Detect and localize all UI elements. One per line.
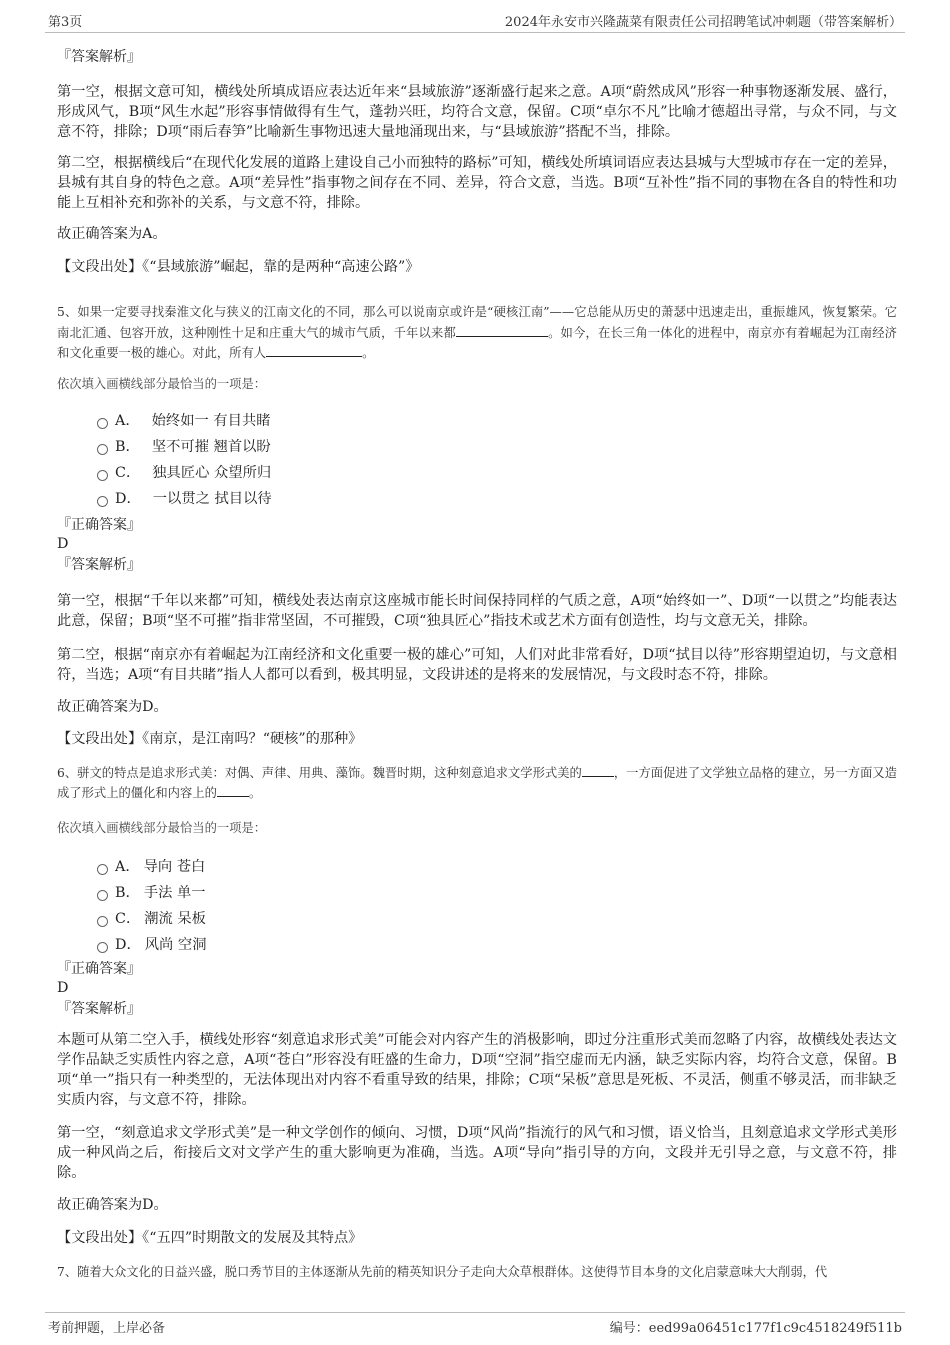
q6-blank-1 [582,763,614,777]
footer-slogan: 考前押题，上岸必备 [48,1321,166,1336]
q5-prompt: 依次填入画横线部分最恰当的一项是： [57,376,267,391]
q4-analysis-p2: 第二空，根据横线后“在现代化发展的道路上建设自己小而独特的路标”可知，横线处所填词语应表达县城与大型城市存在一定的差异，县城有其自身的特色之意。A项“差异性”指事物之间存在不同、差异，符合文意，当选。B项“互补性”指不同的事物在各自的特性和功能上互相补充和弥补的关系，与文意不符，排除。 [57,155,897,211]
q5-option-a[interactable]: A． 始终如一 有目共睹 [97,408,897,434]
q4-source: 【文段出处】《“县域旅游”崛起，靠的是两种“高速公路”》 [57,259,420,275]
q6-analysis-p2: 第一空，“刻意追求文学形式美”是一种文学创作的倾向、习惯，D项“风尚”指流行的风气和习惯，语义恰当，且刻意追求文学形式美形成一种风尚之后，衔接后文对文学产生的重大影响更为准确，当选。A项“导向”指引导的方向，文段并无引导之意，与文意不符，排除。 [57,1124,897,1181]
q4-conclusion: 故正确答案为A。 [57,226,167,242]
q5-correct-tag: 『正确答案』 [57,516,141,533]
q6-text-c: 。 [248,786,262,800]
q6-question [57,763,897,804]
q5-blank-2 [266,343,362,357]
q5-text-c: 。 [362,346,375,360]
q6-option-b[interactable]: B． 手法 单一 [97,880,897,906]
radio-icon[interactable] [97,470,108,481]
q4-analysis-tag: 『答案解析』 [57,49,141,65]
page-footer [45,1312,905,1337]
q5-option-c[interactable]: C． 独具匠心 众望所归 [97,460,897,486]
q6-analysis-p1: 本题可从第二空入手，横线处形容“刻意追求形式美”可能会对内容产生的消极影响，即过分注重形式美而忽略了内容，故横线处表达文学作品缺乏实质性内容之意，A项“苍白”形容没有旺盛的生命力，D项“空洞”指空虚而无内涵，缺乏实际内容，均符合文意，保留。B项“单一”指只有一种类型的，无法体现出对内容不看重导致的结果，排除；C项“呆板”意思是死板、不灵活，侧重不够灵活，而非缺乏实质内容，与文意不符，排除。 [57,1031,897,1108]
q5-analysis-tag: 『答案解析』 [57,556,141,573]
q7-question: 7、随着大众文化的日益兴盛，脱口秀节目的主体逐渐从先前的精英知识分子走向大众草根群体。这使得节目本身的文化启蒙意味大大削弱，代 [57,1264,828,1279]
radio-icon[interactable] [97,942,108,953]
q5-text-b: 。如今，在长三角一体化的进程中，南京亦有着崛起为江南经济和文化重要一极的雄心。对此，所有人 [57,325,897,360]
radio-icon[interactable] [97,916,108,927]
page-number: 第3页 [48,15,83,30]
q6-text-a: 6、骈文的特点是追求形式美：对偶、声律、用典、藻饰。魏晋时期，这种刻意追求文学形式美的 [57,765,582,780]
q6-option-a[interactable]: A． 导向 苍白 [97,854,897,880]
page-content [57,44,897,1282]
q6-correct-answer: D [57,979,69,996]
q5-source: 【文段出处】《南京，是江南吗？“硬核”的那种》 [57,730,363,747]
q6-prompt: 依次填入画横线部分最恰当的一项是： [57,820,267,835]
q5-options [97,408,897,512]
document-title: 2024年永安市兴隆蔬菜有限责任公司招聘笔试冲刺题（带答案解析） [504,15,902,30]
document-id: 编号：eed99a06451c177f1c9c4518249f511b [609,1321,902,1336]
q6-source: 【文段出处】《“五四”时期散文的发展及其特点》 [57,1229,363,1246]
q5-option-d[interactable]: D． 一以贯之 拭目以待 [97,486,897,512]
q5-conclusion: 故正确答案为D。 [57,698,168,715]
q6-analysis-tag: 『答案解析』 [57,1000,141,1017]
q5-analysis-p1: 第一空，根据“千年以来都”可知，横线处表达南京这座城市能长时间保持同样的气质之意，A项“始终如一”、D项“一以贯之”均能表达此意，保留；B项“坚不可摧”指非常坚固，不可摧毁，C项“独具匠心”指技术或艺术方面有创造性，均与文意无关，排除。 [57,592,897,629]
q6-option-d[interactable]: D． 风尚 空洞 [97,932,897,958]
radio-icon[interactable] [97,496,108,507]
radio-icon[interactable] [97,864,108,875]
q5-correct-answer: D [57,535,69,552]
q6-option-c[interactable]: C． 潮流 呆板 [97,906,897,932]
q6-conclusion: 故正确答案为D。 [57,1196,168,1213]
q5-question [57,302,897,364]
radio-icon[interactable] [97,418,108,429]
q4-analysis-p1: 第一空，根据文意可知，横线处所填成语应表达近年来“县域旅游”逐渐盛行起来之意。A项“蔚然成风”形容一种事物逐渐发展、盛行，形成风气，B项“风生水起”形容事情做得有生气，蓬勃兴旺，均符合文意，保留。C项“卓尔不凡”比喻才德超出寻常，与众不同，与文意不符，排除；D项“雨后春笋”比喻新生事物迅速大量地涌现出来，与“县域旅游”搭配不当，排除。 [57,84,897,140]
q5-text-a: 5、如果一定要寻找秦淮文化与狭义的江南文化的不同，那么可以说南京或许是“硬核江南”——它总能从历史的萧瑟中迅速走出，重振雄风，恢复繁荣。它南北汇通、包容开放，这种刚性十足和庄重大气的城市气质，千年以来都 [57,305,897,340]
page-header [45,8,905,33]
q6-correct-tag: 『正确答案』 [57,960,141,977]
q6-options [97,854,897,958]
q6-blank-2 [217,783,249,797]
q5-blank-1 [456,323,548,337]
q5-analysis-p2: 第二空，根据“南京亦有着崛起为江南经济和文化重要一极的雄心”可知，人们对此非常看好，D项“拭目以待”形容期望迫切，与文意相符，当选；A项“有目共睹”指人人都可以看到，极其明显，文段讲述的是将来的发展情况，与文段时态不符，排除。 [57,646,897,683]
radio-icon[interactable] [97,890,108,901]
q5-option-b[interactable]: B． 坚不可摧 翘首以盼 [97,434,897,460]
q6-text-b: ，一方面促进了文学独立品格的建立，另一方面又造成了形式上的僵化和内容上的 [57,765,897,800]
radio-icon[interactable] [97,444,108,455]
